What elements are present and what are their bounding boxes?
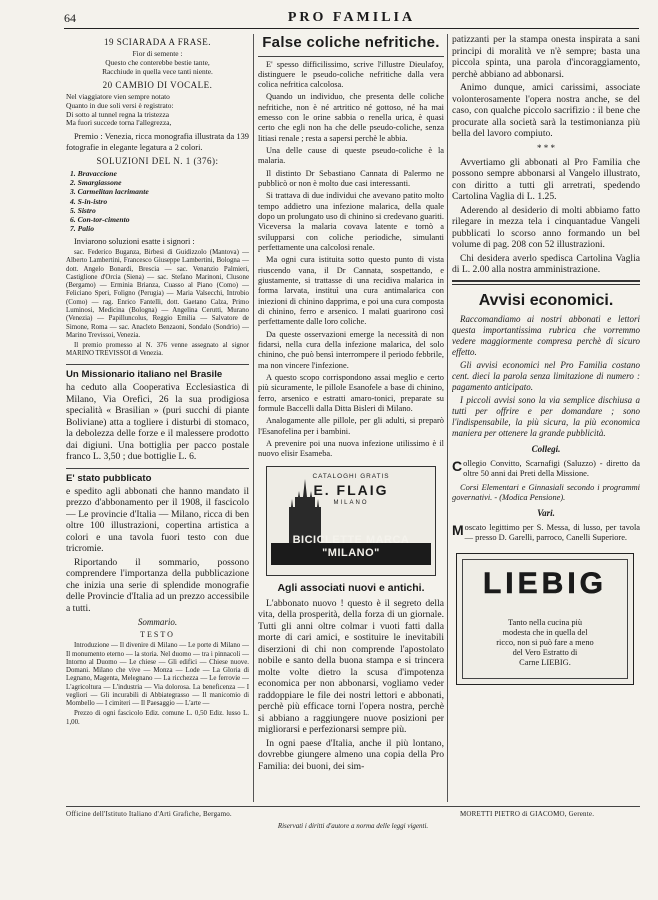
article-paragraph: Si trattava di due individui che avevano patito molto tempo addietro una infezione malarica, della quale dopo un prolungato uso di chinino si credevano guariti. Viceversa la malaria covava latente e tornò a svilupparsi con coliche periodiche, simulanti perfettamente una calcolosi renale.	[258, 191, 444, 253]
page-footer	[66, 806, 640, 830]
ad-brand: E. FLAIG	[313, 481, 389, 498]
sciarada-line: Questo che conterebbe bestie tante,	[105, 57, 210, 67]
sommario-title: Sommario.	[137, 617, 178, 628]
associati-text: L'abbonato nuovo ! questo è il segreto della vita, della prosperità, della forza di un giornale. Tutti gli anni oltre colmar i vuoti fatti dalla morte di cari amici, e sostituire le inevitabili diserzioni di chi non comprende l'apostolato nobile e santo della buona stampa e si trincera molte volte dietro la scusa d'impotenza economica per non abbonarsi, vogliamo veder raddoppiare le file dei nostri lettori e abbonati, perchè più efficace torni l'opera nostra, perchè si abbiano a raggiungere nuove posizioni per migliorarsi e perfezionarsi sempre più.	[258, 597, 444, 736]
page-number: 64	[64, 11, 76, 25]
liebig-line: ricco, non si può fare a meno	[496, 638, 594, 648]
cambio-title: 20 CAMBIO DI VOCALE.	[102, 79, 213, 90]
liebig-line: del Vero Estratto di	[512, 648, 578, 658]
cambio-line: Ma fuori succede torna l'allegrezza,	[66, 118, 172, 128]
article-paragraph: Quando un individuo, che presenta delle coliche nefritiche, non è né artritico né gottoso, né ha mai emesso con le orine sabbia o renella urica, è quasi certo che egli non ha che delle pseudo-coliche, senza litiasi renale ; resta a sapersi perchè le abbia.	[258, 92, 444, 143]
ad-city: MILANO	[333, 499, 369, 506]
article-paragraph: A questo scopo corrispondono assai meglio e certo più sicuramente, le pillole Esanofele a base di chinino, ferro, arsenico e estratti amaro-tonici, preparate su formule Baccelli dalla Ditta Bisleri di Milano.	[258, 373, 444, 413]
riportando-text: Riportando il sommario, possono comprendere l'importanza della pubblicazione che inizia una serie di splendide monografie delle Provincie d'Italia ad un prezzo accessibile a tutti.	[66, 556, 249, 614]
article-paragraph: E' spesso difficilissimo, scrive l'illustre Dieulafoy, distinguere le pseudo-coliche nefritiche dalla vera colica nefritica calcolosa.	[258, 59, 444, 90]
liebig-line: modesta che in quella del	[502, 628, 588, 638]
moscato-initial: M	[452, 522, 464, 539]
sciarada-verse	[66, 50, 249, 77]
flaig-bicycle-ad	[266, 466, 436, 576]
pubblicato-title: E' stato pubblicato	[66, 472, 152, 484]
avvisi-text: Raccomandiamo ai nostri abbonati e lettori questa importantissima rubrica che vorremmo vedere maggiormente compresa perchè di sicuro effetto.	[452, 314, 640, 358]
column-1	[66, 34, 249, 802]
soluzioni-title: SOLUZIONI DEL N. 1 (376):	[96, 155, 219, 166]
manager-credit: MORETTI PIETRO di GIACOMO, Gerente.	[460, 810, 595, 818]
journal-title: PRO FAMILIA	[287, 10, 416, 25]
liebig-line: Tanto nella cucina più	[507, 618, 583, 628]
avvisi-title: Avvisi economici.	[478, 291, 614, 309]
pubblicato-text: e spedito agli abbonati che hanno mandato il prezzo d'abbonamento per il 1908, il fascicolo — Le provincie d'Italia — Milano, ricca di ben oltre 100 illustrazioni, copertina artistica a colori e una tavola fuori testo con due tricromie.	[66, 485, 249, 555]
soluzione-item: 1. Bravaccione	[70, 168, 117, 178]
liebig-ad	[456, 553, 634, 685]
vari-heading: Vari.	[537, 508, 555, 519]
appeal-paragraph: Animo dunque, amici carissimi, associate volonterosamente l'opera nostra anche, se del caso, con qualche piccolo sacrifizio : il bene che procurate alla società sarà la testimonianza più bella del lavoro compiuto.	[452, 82, 640, 139]
article-paragraph: Il distinto Dr Sebastiano Cannata di Palermo ne pubblicò or non è molto due casi interessanti.	[258, 168, 444, 189]
divider	[66, 364, 249, 365]
article-paragraph: Ma ogni cura istituita sotto questo punto di vista riuscendo vana, il Dr Cannata, sospettando, e giustamente, si trattasse di una recidiva malarica in forma larvata, instituì una cura antimalarica con iniezioni di chinino dapprima, e poi una cura composta di chinino, ferro e arsenico. I malati guarirono così perfettamente dalle loro coliche.	[258, 255, 444, 327]
column-2	[258, 34, 444, 802]
divider	[258, 56, 444, 57]
running-header	[64, 10, 639, 29]
solvers-list: sac. Federico Buganza, Birbesi di Guidizzolo (Mantova) — Alberto Lambertini, Francesco Giuseppe Lambertini, Bologna — dott. Angelo Bonardi, Brescia — sac. Venanzio Palmieri, Castiglione d'Orcia (Siena) — sac. Stefano Marinoni, Clusone (Bergamo) — Erminia Brianza, Cuasso al Piano (Como) — Feliciano Speri, Foligno (Perugia) — Maria Valsecchi, Introbio (Como) — rag. Enrico Fantelli, dott. Gaetano Calza, Primo Luminosi, Medicina (Bologna) — Angelina Cerutti, Murano (Venezia) — Papilluncolus, Reggio Emilia — Salvatore de Simone, Roma — sac. Anacleto Benzaoni, Sondalo (Sondrio) — Marino Trevissoi, Venezia.	[66, 249, 249, 339]
collegi-heading: Collegi.	[531, 443, 561, 454]
prezzo-text: Prezzo di ogni fascicolo Ediz. comune L. 0,50 Ediz. lusso L. 1,00.	[66, 710, 249, 726]
avvisi-text-3: I piccoli avvisi sono la via semplice dischiusa a tutti per offrire e per domandare ; sono l'indispensabile, la più sicura, la più economica maniera per ottenere la grande pubblicità.	[452, 395, 640, 438]
article-paragraph: A prevenire poi una nuova infezione utilissimo è il nuovo elisir Esameba.	[258, 438, 444, 459]
cambio-line: Quanto in due soli versi è registrato:	[66, 100, 174, 110]
soluzione-item: 2. Smargiassone	[70, 178, 122, 188]
liebig-text	[457, 618, 633, 668]
soluzione-item: 3. Carmelitan lacrimante	[70, 187, 149, 197]
article-paragraph: Da queste osservazioni emerge la necessità di non fidarsi, nella cura della infezione malarica, del solo chinino, che può bensì interrompere il periodo febbrile, ma non vincere l'infezione.	[258, 329, 444, 370]
article-title: False coliche nefritiche.	[262, 34, 440, 51]
collegio-initial: C	[452, 457, 463, 474]
corsi-text: Corsi Elementari e Ginnasiali secondo i programmi governativi. - (Modica Pensione).	[452, 483, 640, 503]
ad-slogan: BICICLETTE MARCA "MILANO"	[292, 533, 410, 560]
soluzione-item: 6. Con-tor-cimento	[70, 215, 130, 225]
notice-paragraph: Aderendo al desiderio di molti abbiamo fatto rilegare in mezza tela i cinquantadue Vangeli pubblicati lo scorso anno formando un bel volume di pag. 208 con 52 illustrazioni.	[452, 204, 640, 251]
liebig-line: Carne LIEBIG.	[519, 658, 571, 668]
article-paragraph: Analogamente alle pillole, per gli adulti, si preparò l'Esanofelina per i bambini.	[258, 416, 444, 436]
column-3	[452, 34, 640, 802]
soluzione-item: 5. Sistro	[70, 205, 96, 215]
printer-credit: Officine dell'Istituto Italiano d'Arti Grafiche, Bergamo.	[66, 810, 232, 818]
sciarada-line: Fior di semente :	[132, 49, 183, 59]
double-divider	[452, 280, 640, 285]
associati-text-2: In ogni paese d'Italia, anche il più lontano, dovrebbe giungere almeno una copia della Pro Familia: dei buoni, dei sim-	[258, 737, 444, 772]
column-rule-2	[447, 34, 448, 802]
testo-text: Introduzione — Il divenire di Milano — Le porte di Milano — Il monumento eterno — la storia. Nel duomo — tra i pinnacoli — Intorno al Duomo — Le chiese — Gli edifici — Chiese nuove. Domani. Milano che vive — Monza — Lode — La Gloria di Legnano, Magenta, Melegnano — La ricchezza — Le ferrovie — L'agricoltura — L'industria — Via dolorosa. La beneficenza — I vegliori — Gli incurabili di Abbiategrasso — Il manicomio di Mombello — I cimiteri — Il Paesaggio — L'arte —	[66, 642, 249, 708]
section-stars: * * *	[537, 142, 555, 153]
cambio-verse	[66, 93, 249, 129]
sciarada-line: Racchiude in quella vece tanti niente.	[102, 66, 213, 76]
article-paragraph: Una delle cause di queste pseudo-coliche è la malaria.	[258, 146, 444, 166]
notice-paragraph: Chi desidera averlo spedisca Cartolina Vaglia di L. 2.00 alla nostra amministrazione.	[452, 252, 640, 276]
inviarono-text: Inviarono soluzioni esatte i signori :	[74, 236, 195, 246]
notice-paragraph: Avvertiamo gli abbonati al Pro Familia che possono sempre abbonarsi al Vangelo illustrato, con diritto a tutti gli arretrati, spedendo Cartolina Vaglia di L. 1.25.	[452, 156, 640, 203]
rights-notice: Riservati i diritti d'autore a norma delle leggi vigenti.	[277, 822, 429, 830]
soluzione-item: 7. Palio	[70, 224, 95, 234]
testo-title: TESTO	[140, 630, 175, 640]
soluzioni-list	[70, 169, 249, 234]
premio-note: Il premio promesso al N. 376 venne assegnato al signor MARINO TREVISSOI di Venezia.	[66, 342, 249, 358]
soluzione-item: 4. S-in-istro	[70, 196, 108, 206]
divider	[66, 468, 249, 469]
missionario-title: Un Missionario italiano nel Brasile	[66, 368, 223, 380]
column-rule-1	[253, 34, 254, 802]
cambio-line: Nel viaggiatore vien sempre notato	[66, 91, 170, 101]
appeal-paragraph: patizzanti per la stampa onesta inspirata a sani principi di moralità ve n'è sempre; basta una piccola spinta, una parola d'incoraggiamento, perchè abbiano ad abbonarsi.	[452, 34, 640, 80]
collegio-text: ollegio Convitto, Scarnafigi (Saluzzo) - diretto da oltre 50 anni dai Preti della Missione.	[463, 458, 640, 479]
moscato-ad	[452, 523, 640, 543]
cambio-line: Di sotto al tunnel regna la tristezza	[66, 109, 170, 119]
moscato-text: oscato legittimo per S. Messa, di lusso, per tavola — presso D. Garelli, parroco, Canelli Superiore.	[464, 523, 640, 543]
sciarada-title: 19 SCIARADA A FRASE.	[103, 37, 212, 47]
ad-catalog-note: CATALOGHI GRATIS	[312, 472, 390, 480]
collegio-ad	[452, 459, 640, 479]
associati-title: Agli associati nuovi e antichi.	[277, 581, 425, 594]
liebig-logo: LIEBIG	[482, 567, 607, 601]
avvisi-text-2: Gli avvisi economici nel Pro Familia costano cent. dieci la parola senza limitazione di numero : pagamento anticipato.	[452, 360, 640, 393]
premio-text: Premio : Venezia, ricca monografia illustrata da 139 fotografie in elegante legatura a 2 colori.	[66, 132, 249, 152]
missionario-text: ha ceduto alla Cooperativa Ecclesiastica di Milano, Via Orefici, 26 la sua prodigiosa specialità « Brasilian » (puri succhi di piante Boliviane) atta a togliere i disturbi di stomaco, la debolezza delle forze e il malessere prodotto dai digiuni. Una bottiglia per pacco postale franco L. 3,50 ; due bottiglie L. 6.	[66, 382, 249, 463]
